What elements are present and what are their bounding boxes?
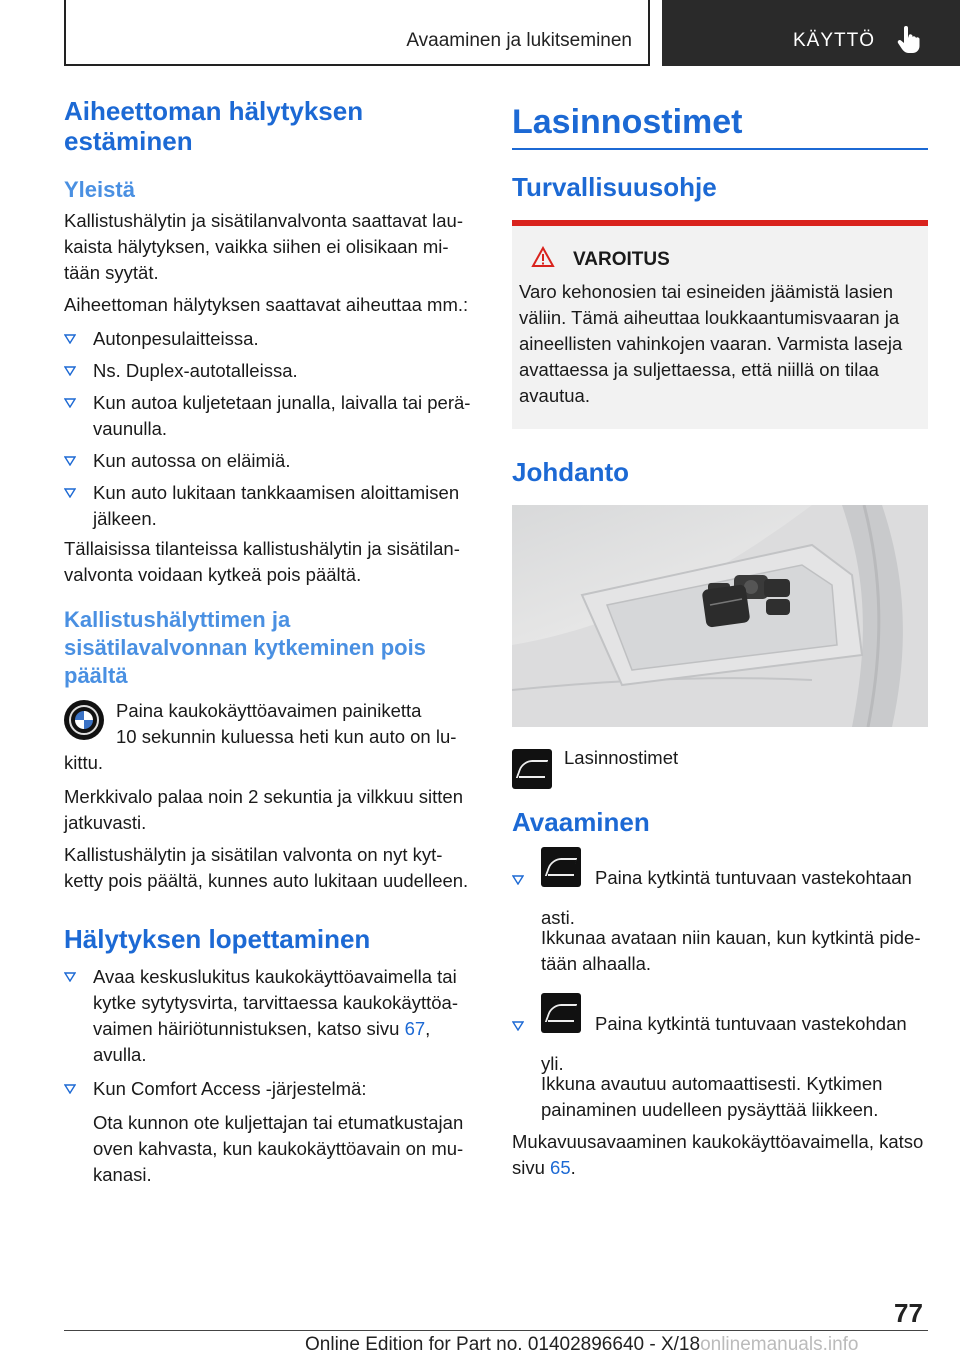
footer-text: [305, 1334, 859, 1356]
paragraph-causes: Aiheettoman hälytyksen saattavat aiheuttaa mm.:: [64, 294, 469, 315]
heading-windows: Lasinnostimet: [512, 102, 928, 150]
warning-box: [512, 220, 928, 429]
left-column: [64, 96, 478, 1188]
press-line-1: Paina kaukokäyttöavaimen painiketta: [116, 700, 422, 721]
triangle-bullet-icon: [64, 334, 76, 344]
footer-rule: [64, 1330, 928, 1331]
page-link-65[interactable]: 65: [550, 1157, 571, 1178]
heading-false-alarm: Aiheettoman hälytyksen estäminen: [64, 96, 364, 156]
section-title-box: [64, 0, 650, 66]
list-item: Ns. Duplex-autotalleissa.: [64, 358, 478, 384]
triangle-bullet-icon: [64, 972, 76, 982]
window-switch-photo: [512, 505, 928, 727]
chapter-label: KÄYTTÖ: [793, 30, 876, 51]
triangle-bullet-icon: [512, 875, 524, 885]
heading-safety: Turvallisuusohje: [512, 172, 717, 202]
warning-title: VAROITUS: [519, 246, 920, 273]
paragraph-situations: Tällaisissa tilanteissa kallistushälytin ja sisätilan-valvonta voidaan kytkeä pois päältä.: [64, 538, 460, 585]
list-item-subtext: Ikkunaa avataan niin kauan, kun kytkintä pide-tään alhaalla.: [541, 927, 921, 974]
press-line-3: kittu.: [64, 752, 104, 773]
door-panel-illustration: [512, 505, 928, 727]
warning-triangle-icon: [531, 246, 555, 268]
triangle-bullet-icon: [64, 366, 76, 376]
paragraph-comfort: Mukavuusavaaminen kaukokäyttöavaimella, katso sivu 65.: [512, 1131, 924, 1178]
watermark-text: onlinemanuals.info: [700, 1334, 859, 1355]
stop-list: [64, 964, 478, 1188]
triangle-bullet-icon: [512, 1021, 524, 1031]
triangle-bullet-icon: [64, 1084, 76, 1094]
key-instruction: [64, 698, 478, 776]
bmw-key-button-icon: [64, 700, 104, 740]
list-item: Paina kytkintä tuntuvaan vastekohdan yli. Ikkuna avautuu automaattisesti. Kytkimen painaminen uudelleen pysäyttää liikkeen.: [512, 993, 928, 1123]
press-line-2: 10 sekunnin kuluessa heti kun auto on lu-: [116, 726, 457, 747]
page-header: [0, 0, 960, 66]
heading-switch-off: Kallistushälyttimen ja sisätilavalvonnan kytkeminen pois päältä: [64, 607, 426, 688]
icon-caption-row: [512, 745, 928, 793]
page-number: 77: [894, 1298, 923, 1328]
page-link-67[interactable]: 67: [404, 1018, 426, 1039]
triangle-bullet-icon: [64, 456, 76, 466]
triangle-bullet-icon: [64, 488, 76, 498]
list-item: Autonpesulaitteissa.: [64, 326, 478, 352]
paragraph-led: Merkkivalo palaa noin 2 sekuntia ja vilkkuu sitten jatkuvasti.: [64, 786, 463, 833]
window-switch-icon: [541, 993, 581, 1033]
icon-caption: Lasinnostimet: [564, 747, 679, 768]
window-switch-icon: [512, 749, 552, 789]
heading-open: Avaaminen: [512, 807, 650, 837]
list-item: Kun auto lukitaan tankkaamisen aloittamisen jälkeen.: [64, 480, 478, 532]
paragraph-off: Kallistushälytin ja sisätilan valvonta on nyt kyt-ketty pois päältä, kunnes auto lukitaan uudelleen.: [64, 844, 469, 891]
list-item: Kun autossa on eläimiä.: [64, 448, 478, 474]
heading-general: Yleistä: [64, 177, 135, 202]
chapter-tab: [662, 0, 960, 66]
list-item-subtext: Ikkuna avautuu automaattisesti. Kytkimen painaminen uudelleen pysäyttää liikkeen.: [541, 1073, 883, 1120]
open-list: [512, 847, 928, 1123]
warning-text: Varo kehonosien tai esineiden jäämistä lasien väliin. Tämä aiheuttaa loukkaantumisvaaran ja aineellisten vahinkojen vaaran. Varmista laseja avattaessa ja suljettaessa, että niillä on tilaa avautua.: [519, 281, 903, 406]
list-item-subtext: Ota kunnon ote kuljettajan tai etumatkustajan oven kahvasta, kun kaukokäyttöavain on mu-kanasi.: [93, 1112, 464, 1185]
heading-intro: Johdanto: [512, 457, 629, 487]
window-switch-icon: [541, 847, 581, 887]
right-column: [512, 96, 928, 1181]
list-item: Paina kytkintä tuntuvaan vastekohtaan asti. Ikkunaa avataan niin kauan, kun kytkintä pide-tään alhaalla.: [512, 847, 928, 977]
triangle-bullet-icon: [64, 398, 76, 408]
causes-list: [64, 326, 478, 532]
edition-text: Online Edition for Part no. 01402896640 - X/18: [305, 1334, 701, 1355]
heading-stop: Hälytyksen lopettaminen: [64, 924, 371, 954]
paragraph-intro: Kallistushälytin ja sisätilanvalvonta saattavat lau-kaista hälytyksen, vaikka siihen ei olisikaan mi-tään syytät.: [64, 210, 463, 283]
hand-pointer-icon: [896, 26, 922, 54]
list-item: Kun autoa kuljetetaan junalla, laivalla tai perä-vaunulla.: [64, 390, 478, 442]
list-item: Kun Comfort Access -järjestelmä: Ota kunnon ote kuljettajan tai etumatkustajan oven kahvasta, kun kaukokäyttöavain on mu-kanasi.: [64, 1076, 478, 1188]
section-title: Avaaminen ja lukitseminen: [406, 30, 632, 51]
list-item: Avaa keskuslukitus kaukokäyttöavaimella tai kytke sytytysvirta, tarvittaessa kaukokäyttöa-vaimen häiriötunnistuksen, katso sivu 67, avulla.: [64, 964, 478, 1068]
